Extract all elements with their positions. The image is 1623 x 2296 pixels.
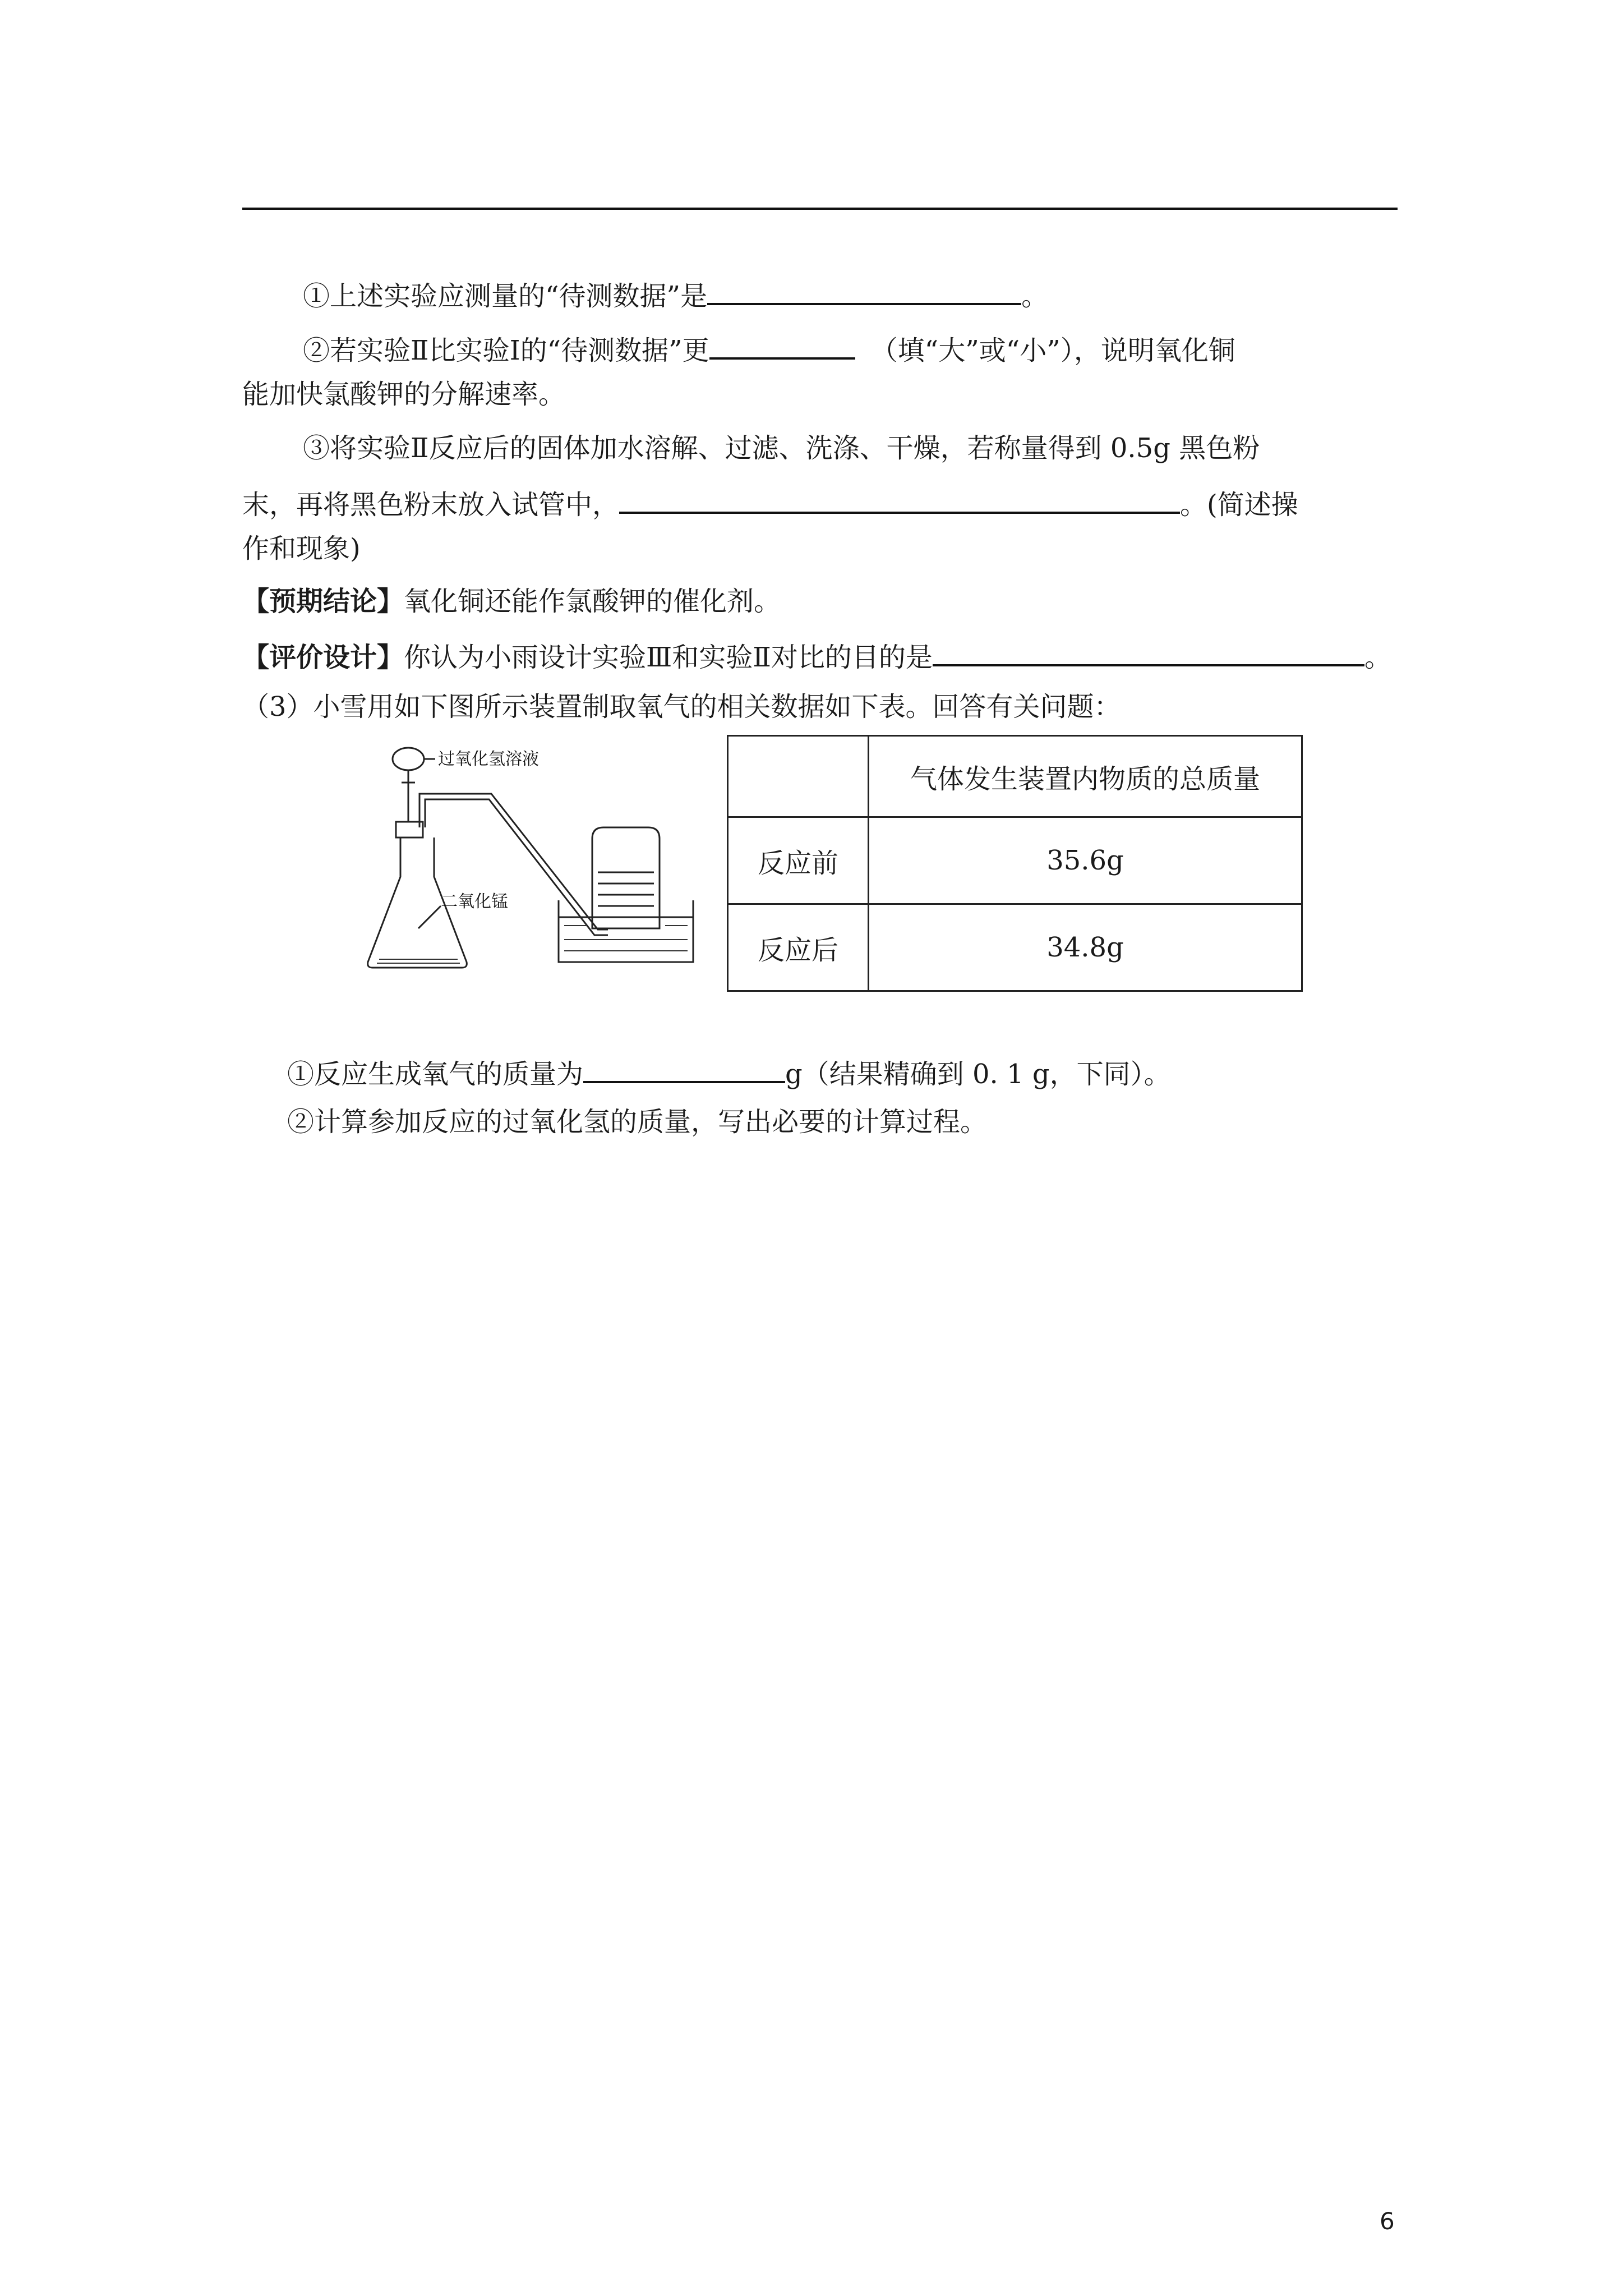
sub-question-1 [287,1052,1171,1092]
question-2 [303,328,1235,369]
expected-conclusion [242,583,781,619]
part-3-intro: （3）小雪用如下图所示装置制取氧气的相关数据如下表。回答有关问题： [242,691,1121,723]
eval-tag: 【评价设计】 [242,642,404,673]
sub-question-1-text: ①反应生成氧气的质量为 [287,1059,584,1090]
row-value-before: 35.6g [869,817,1302,904]
row-label-after: 反应后 [728,904,869,991]
question-3-text: 末，再将黑色粉末放入试管中， [242,489,620,521]
question-3-cont [242,482,1298,523]
label-hydrogen-peroxide: 过氧化氢溶液 [438,749,539,769]
question-1 [303,274,1048,314]
table-row [728,904,1302,991]
table-header-cell: 气体发生装置内物质的总质量 [869,736,1302,817]
label-manganese-dioxide: 二氧化锰 [441,892,508,912]
question-1-text: ①上述实验应测量的“待测数据”是 [303,280,708,312]
punct: 。 [1364,642,1391,673]
question-3-hint: 。(简述操 [1180,489,1298,521]
eval-text: 你认为小雨设计实验Ⅲ和实验Ⅱ对比的目的是 [404,642,933,673]
conclusion-text: 氧化铜还能作氯酸钾的催化剂。 [404,586,781,617]
conclusion-tag: 【预期结论】 [242,586,404,617]
answer-blank-5[interactable] [583,1052,785,1083]
row-value-after: 34.8g [869,904,1302,991]
punct: 。 [1021,280,1049,312]
answer-blank-2[interactable] [709,328,855,360]
mass-data-table [727,735,1303,992]
question-3-cont2: 作和现象) [242,533,361,564]
answer-blank-1[interactable] [707,274,1021,305]
table-row [728,736,1302,817]
table-corner-cell [728,736,869,817]
answer-blank-3[interactable] [619,482,1180,514]
question-2-hint: （填“大”或“小”），说明氧化铜 [870,335,1235,366]
evaluation-design [242,635,1391,675]
row-label-before: 反应前 [728,817,869,904]
answer-blank-4[interactable] [933,635,1364,666]
oxygen-apparatus-diagram [357,738,704,984]
page-number: 6 [1380,2207,1395,2235]
sub-question-1-hint: g（结果精确到 0. 1 g，下同）。 [785,1059,1171,1090]
sub-question-2: ②计算参加反应的过氧化氢的质量，写出必要的计算过程。 [287,1106,988,1138]
header-rule [242,208,1398,210]
question-2-text: ②若实验Ⅱ比实验Ⅰ的“待测数据”更 [303,335,709,366]
table-row [728,817,1302,904]
question-3: ③将实验Ⅱ反应后的固体加水溶解、过滤、洗涤、干燥，若称量得到 0.5g 黑色粉 [303,432,1260,464]
question-2-cont: 能加快氯酸钾的分解速率。 [242,379,566,410]
